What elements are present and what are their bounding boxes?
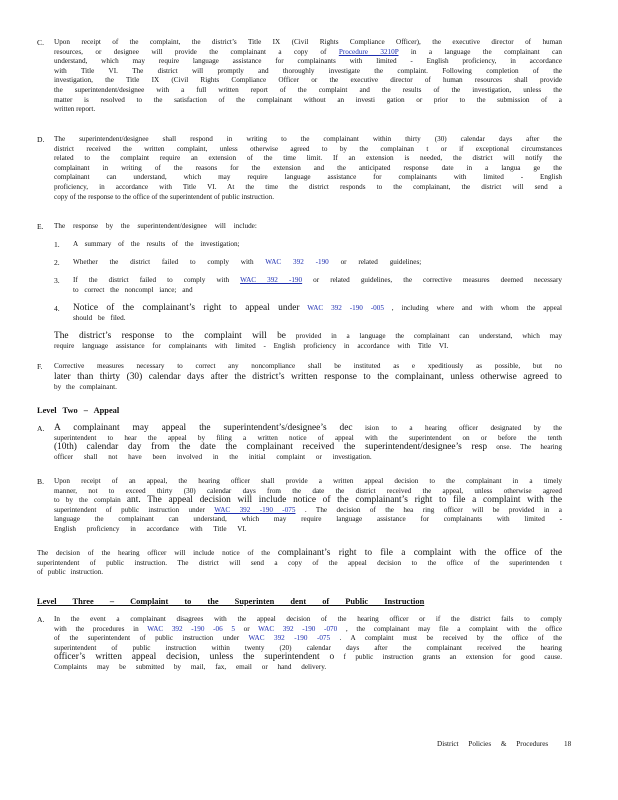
level-two-b-text (54, 477, 562, 535)
text-line: to correct the noncompl iance; and (73, 285, 193, 294)
text-line: complainant in writing of the reasons for the extension and the anticipated response date in a langua ge the (54, 163, 562, 172)
text-line: language the complainant can understand, which may require language assistance for complainants with limited - (54, 515, 562, 524)
text-line: superintendent to hear the appeal by filing a written notice of appeal with the superintendent on or before the tenth (54, 433, 562, 442)
text-line: the superintendent/designee with a full written report of the complaint and the results of the investigation, unless the (54, 85, 562, 94)
text-line: If the district failed to comply with WAC 392 -190 or related guidelines, the corrective measures deemed necessary (73, 276, 562, 284)
wac-392-190-ref: WAC 392 -190 (265, 258, 329, 266)
procedure-3210p-link[interactable]: Procedure 3210P (338, 47, 399, 56)
text-line: Notice of the complainant’s right to appeal under WAC 392 -190 -005 , including where and with whom the appeal (73, 303, 562, 313)
level-three-a-text (54, 615, 562, 673)
section-d-label: D. (37, 135, 45, 144)
level-two-b-label: B. (37, 477, 44, 486)
text-line: investigation, the Title IX (Civil Rights Compliance Officer or the executive director of human resources shall provide (54, 76, 562, 85)
text-line: In the event a complainant disagrees with the appeal decision of the hearing officer or if the district fails to comply (54, 615, 562, 623)
text-line: related to the complaint require an extension of the time limit. If an extension is needed, the district will notify the (54, 154, 562, 163)
text-line: understand, which may require language assistance for complainants with limited - English proficiency, in accordance (54, 57, 562, 66)
text-line: superintendent of public instruction. The district will send a copy of the appeal decision to the office of the superintenden t (37, 558, 562, 567)
text-line: officer shall not have been involved in the initial complaint or investigation. (54, 452, 372, 461)
text-line: The superintendent/designee shall respond in writing to the complainant within thirty (30) calendar days after the (54, 135, 562, 143)
wac-392-190-065-ref: WAC 392 -190 -06 5 (147, 624, 235, 633)
wac-392-190-005-ref: WAC 392 -190 -005 (307, 304, 384, 312)
text-line: Upon receipt of the complaint, the district’s Title IX (Civil Rights Compliance Officer), the executive director of human (54, 38, 562, 46)
list-item-number: 2. (54, 258, 60, 267)
section-d-text (54, 135, 562, 202)
text-line: superintendent of public instruction under WAC 392 -190 -075 . The decision of the hea ring officer will be provided in a (54, 505, 562, 514)
text-line: proficiency, in accordance with Title VI. At the time the district responds to the complainant, the district will send a (54, 182, 562, 191)
text-line: written report. (54, 105, 96, 114)
text-line: should be filed. (73, 313, 126, 322)
text-line: manner, not to exceed thirty (30) calendar days from the date the district received the appeal, unless otherwise agreed (54, 486, 562, 495)
text-line: officer’s written appeal decision, unless the superintendent o f public instruction grants an extension for good cause. (54, 652, 562, 663)
text-line: English proficiency in accordance with Title VI. (54, 524, 247, 533)
list-item-number: 1. (54, 240, 60, 249)
page-number: 18 (564, 740, 572, 748)
text-line: (10th) calendar day from the date the complainant received the superintendent/designee’s resp onse. The hearing (54, 442, 562, 453)
text-line: A summary of the results of the investigation; (73, 240, 240, 248)
text-line: of the superintendent of public instruction under WAC 392 -190 -075 . A complaint must be received by the office of the (54, 634, 563, 643)
level-three-heading: Level Three – Complaint to the Superinten dent of Public Instruction (37, 597, 425, 606)
text-line: Corrective measures necessary to correct any noncompliance shall be instituted as e xpeditiously as possible, but no (54, 362, 562, 370)
text-line: superintendent of public instruction within twenty (20) calendar days after the complainant received the hearing (54, 643, 562, 652)
text-line: resources, or designee will provide the complainant a copy of Procedure 3210P in a language the complainant can (54, 47, 562, 56)
section-e-label: E. (37, 222, 44, 231)
list-item-number: 4. (54, 304, 60, 313)
text-line: Whether the district failed to comply with WAC 392 -190 or related guidelines; (73, 258, 422, 266)
text-line: copy of the response to the office of the superintendent of public instruction. (54, 192, 275, 201)
footer-text: District Policies & Procedures (437, 740, 549, 748)
wac-392-190-075-ref: WAC 392 -190 -075 (248, 634, 331, 643)
level-three-a-label: A. (37, 615, 45, 624)
wac-392-190-link[interactable]: WAC 392 -190 (240, 276, 303, 284)
text-line: The district’s response to the complaint will be provided in a language the complainant can understand, which may (54, 331, 563, 341)
text-line: of public instruction. (37, 568, 104, 577)
text-line: by the complainant. (54, 382, 117, 391)
level-two-a-text (54, 424, 562, 462)
text-line: later than thirty (30) calendar days after the district’s written response to the complainant, unless otherwise agreed to (54, 371, 562, 382)
section-f-label: F. (37, 362, 43, 371)
text-line: with the procedures in WAC 392 -190 -06 5 or WAC 392 -190 -070 , the complainant may file a complaint with the office (54, 624, 563, 633)
section-c-label: C. (37, 38, 44, 47)
text-line: district received the written complaint, unless otherwise agreed to by the complainan t or if exceptional circumstances (54, 144, 562, 153)
text-line: matter is resolved to the satisfaction of the complainant without an investi gation or prior to the submission of a (54, 95, 562, 104)
section-e-closing (54, 332, 562, 351)
level-two-closing-text (37, 549, 562, 578)
text-line: Upon receipt of an appeal, the hearing officer shall provide a written appeal decision to the complainant in a timely (54, 477, 562, 485)
text-line: Complaints may be submitted by mail, fax, email or hand delivery. (54, 662, 327, 671)
text-line: A complainant may appeal the superintendent’s/designee’s dec ision to a hearing officer designated by the (54, 423, 562, 433)
level-two-a-label: A. (37, 424, 45, 433)
level-two-heading: Level Two – Appeal (37, 406, 120, 415)
text-line: The response by the superintendent/designee will include: (54, 222, 257, 230)
section-f-text (54, 362, 562, 392)
wac-392-190-075-link[interactable]: WAC 392 -190 -075 (214, 505, 296, 514)
section-c-text (54, 38, 562, 115)
text-line: require language assistance for complainants with limited - English proficiency in accordance with Title VI. (54, 341, 449, 350)
text-line: complainant can understand, which may require language assistance for complainants with limited - English (54, 173, 562, 182)
text-line: The decision of the hearing officer will include notice of the complainant’s right to file a complaint with the office of the (37, 548, 562, 558)
list-item-number: 3. (54, 276, 60, 285)
text-line: with Title VI. The district will promptly and thoroughly investigate the complaint. Following completion of the (54, 66, 562, 75)
page-footer (437, 740, 571, 748)
text-line: to by the complain ant. The appeal decision will include notice of the complainant’s right to file a complaint with the (54, 495, 562, 506)
wac-392-190-070-ref: WAC 392 -190 -070 (258, 624, 338, 633)
section-e-intro (54, 222, 562, 232)
